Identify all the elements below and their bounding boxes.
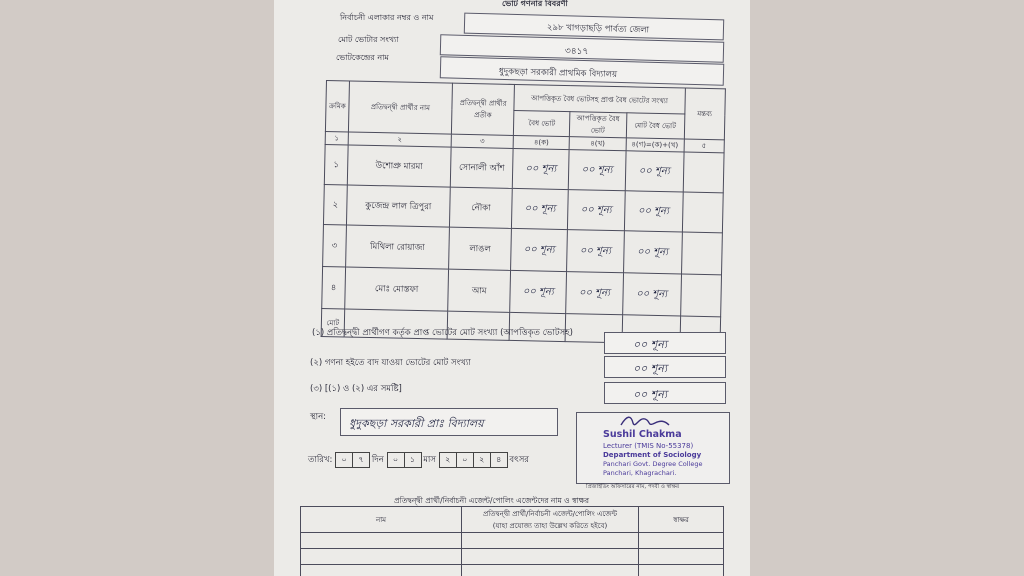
- row-disputed-votes: ০০ শূন্য: [566, 272, 623, 315]
- summary-box-2: [604, 356, 726, 378]
- date-digit: ০: [456, 452, 474, 468]
- row-valid-votes: ০০ শূন্য: [510, 270, 567, 313]
- presiding-officer-box: [576, 412, 730, 484]
- summary-box-1: [604, 332, 726, 354]
- results-table: [321, 80, 726, 345]
- stamp-line: Panchari Govt. Degree College: [603, 460, 703, 468]
- row-remarks: [680, 274, 721, 317]
- stamp-line: Lecturer (TMIS No-55378): [603, 442, 694, 450]
- row-symbol: সোনালী আঁশ: [450, 147, 513, 188]
- place-label: স্থান:: [310, 412, 327, 422]
- summary-box-3: [604, 382, 726, 404]
- stamp-name: Sushil Chakma: [603, 429, 682, 440]
- agents-col-sign: স্বাক্ষর: [639, 507, 724, 533]
- date-label: তারিখ:: [308, 455, 333, 465]
- row-symbol: লাঙল: [449, 227, 512, 270]
- row-valid-votes: ০০ শূন্য: [512, 188, 569, 229]
- summary-value-2: ০০ শূন্য: [633, 362, 668, 375]
- place-value: ধুদুকছড়া সরকারী প্রাঃ বিদ্যালয়: [349, 417, 484, 430]
- agents-table: [300, 506, 724, 576]
- row-serial: ৩: [323, 224, 347, 266]
- summary-label-1: (১) প্রতিদ্বন্দ্বী প্রার্থীগণ কর্তৃক প্রাপ্ত ভোটের মোট সংখ্যা (আপত্তিকৃত ভোটসহ): [312, 328, 573, 338]
- row-disputed-votes: ০০ শূন্য: [567, 230, 624, 273]
- agents-col-name: নাম: [301, 507, 462, 533]
- agents-title: প্রতিদ্বন্দ্বী প্রার্থী/নির্বাচনী এজেন্ট/পোলিং এজেন্টদের নাম ও স্বাক্ষর: [394, 496, 589, 505]
- stamp-caption: প্রিজাইডিং অফিসারের নাম, পদবী ও স্বাক্ষর: [586, 484, 680, 490]
- th-serial: ক্রমিক: [325, 81, 349, 132]
- row-candidate-name: কুজেন্দ্র লাল ত্রিপুরা: [346, 185, 450, 227]
- date-digit: ২: [439, 452, 457, 468]
- col-number: ৩: [451, 134, 513, 148]
- date-digit: ৪: [490, 452, 508, 468]
- row-disputed-votes: ০০ শূন্য: [568, 150, 625, 191]
- row-valid-votes: ০০ শূন্য: [511, 228, 568, 271]
- col-number: ২: [348, 132, 451, 147]
- stamp-line: Panchari, Khagrachari.: [603, 469, 677, 477]
- total-label: মোট: [321, 308, 344, 336]
- summary-value-3: ০০ শূন্য: [633, 388, 668, 401]
- agents-col-role-note: (যাহা প্রযোজ্য তাহা উল্লেখ করিতে হইবে): [492, 521, 608, 530]
- total-voters-label: মোট ভোটার সংখ্যা: [338, 35, 399, 44]
- th-symbol: প্রতিদ্বন্দ্বী প্রার্থীর প্রতীক: [451, 83, 514, 135]
- center-label: ভোটকেন্দ্রের নাম: [336, 53, 389, 62]
- left-background: [0, 0, 274, 576]
- row-total-votes: ০০ শূন্য: [622, 273, 681, 316]
- stamp-line: Department of Sociology: [603, 451, 702, 459]
- right-background: [750, 0, 1024, 576]
- constituency-value: ২৯৮ খাগড়াছড়ি পার্বত্য জেলা: [546, 22, 650, 36]
- document-title: ভোট গণনার বিবরণী: [502, 0, 568, 8]
- col-number: ৪(ক): [513, 135, 569, 149]
- th-valid: বৈধ ভোট: [514, 110, 570, 136]
- summary-label-2: (২) গণনা হইতে বাদ যাওয়া ভোটের মোট সংখ্যা: [310, 358, 471, 368]
- th-disputed: আপত্তিকৃত বৈধ ভোট: [570, 112, 627, 138]
- summary-value-1: ০০ শূন্য: [633, 338, 668, 351]
- col-number: ৪(গ)=(ক)+(খ): [626, 138, 684, 152]
- th-total-valid: মোট বৈধ ভোট: [626, 113, 685, 139]
- row-serial: ১: [324, 144, 348, 184]
- row-remarks: [683, 152, 724, 193]
- row-serial: ২: [323, 184, 347, 224]
- row-total-votes: ০০ শূন্য: [625, 151, 684, 192]
- document-page: [274, 0, 750, 576]
- row-remarks: [682, 192, 723, 233]
- col-number: ৫: [684, 139, 725, 153]
- row-total-votes: ০০ শূন্য: [623, 231, 682, 274]
- row-valid-votes: ০০ শূন্য: [512, 148, 569, 189]
- date-row: [308, 452, 529, 468]
- date-digit: ০: [335, 452, 353, 468]
- th-remarks: মন্তব্য: [684, 88, 725, 140]
- row-symbol: নৌকা: [449, 187, 512, 228]
- center-value: ধুদুকছড়া সরকারী প্রাথমিক বিদ্যালয়: [498, 66, 618, 80]
- date-digit: ১: [404, 452, 422, 468]
- row-serial: ৪: [322, 266, 346, 308]
- month-label: মাস: [423, 455, 437, 465]
- total-voters-value: ৩৪১৭: [564, 46, 589, 58]
- summary-label-3: (৩) [(১) ও (২) এর সমষ্টি]: [310, 384, 402, 394]
- date-digit: ৭: [352, 452, 370, 468]
- row-disputed-votes: ০০ শূন্য: [568, 190, 625, 231]
- row-candidate-name: মোঃ মোস্তফা: [345, 267, 449, 311]
- row-symbol: আম: [448, 269, 511, 312]
- row-candidate-name: উশোপ্রু মারমা: [347, 145, 451, 187]
- th-votes-group: আপত্তিকৃত বৈধ ভোটসহ প্রাপ্ত বৈধ ভোটের সংখ্যা: [514, 84, 685, 114]
- col-number: ১: [325, 131, 348, 144]
- date-digit: ০: [387, 452, 405, 468]
- agents-col-role: প্রতিদ্বন্দ্বী প্রার্থী/নির্বাচনী এজেন্ট/পোলিং এজেন্ট: [483, 509, 617, 518]
- row-candidate-name: মিথিলা রোয়াজা: [345, 225, 449, 269]
- place-box: [340, 408, 558, 436]
- day-label: দিন: [371, 455, 384, 465]
- row-remarks: [681, 232, 722, 275]
- col-number: ৪(খ): [569, 137, 626, 151]
- constituency-label: নির্বাচনী এলাকার নম্বর ও নাম: [340, 13, 434, 22]
- row-total-votes: ০০ শূন্য: [624, 191, 683, 232]
- year-label: বৎসর: [509, 455, 529, 465]
- date-digit: ২: [473, 452, 491, 468]
- th-candidate: প্রতিদ্বন্দ্বী প্রার্থীর নাম: [348, 81, 452, 134]
